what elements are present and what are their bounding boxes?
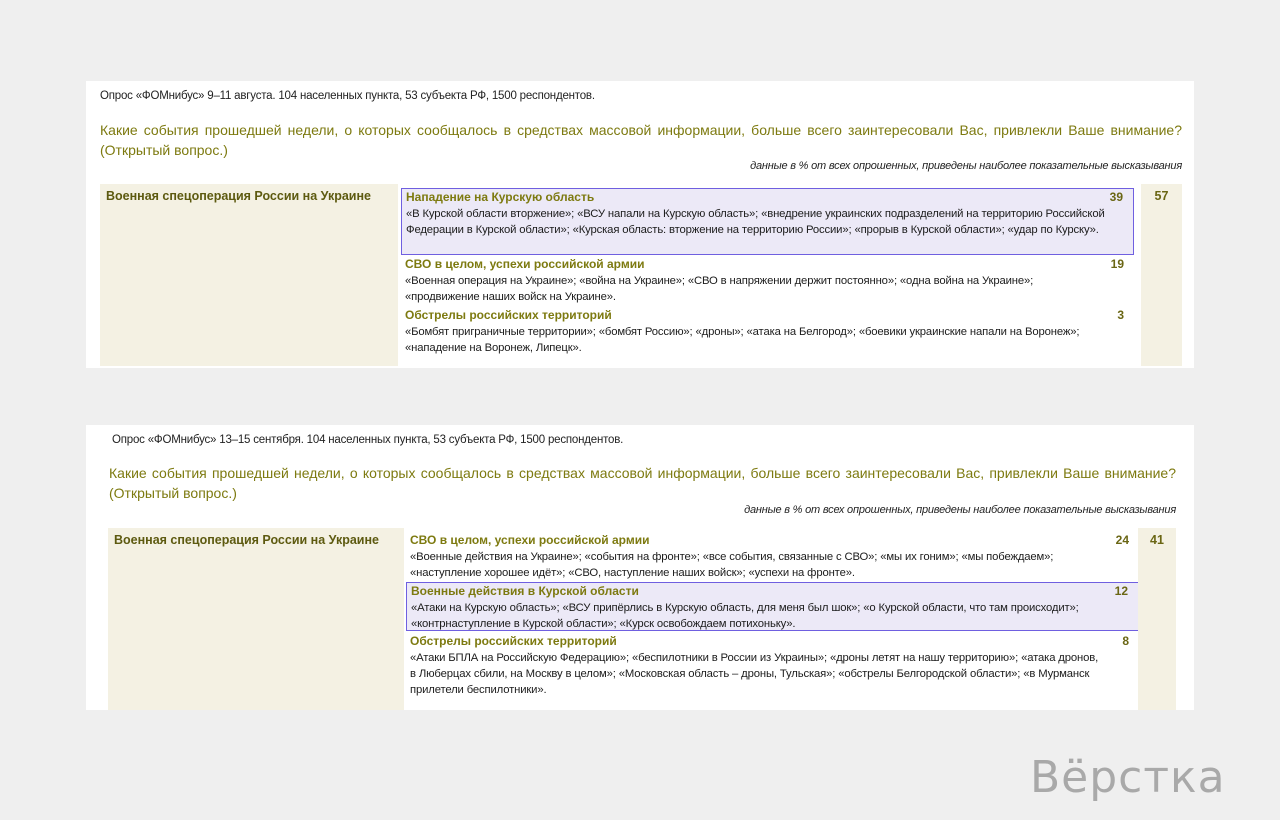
item-kursk-actions bbox=[406, 582, 1139, 631]
item-kursk-attack bbox=[401, 188, 1134, 255]
item-quotes: «Бомбят приграничные территории»; «бомбят Россию»; «дроны»; «атака на Белгород»; «боевики украинские напали на Воронеж»; «нападение на Воронеж, Липецк». bbox=[405, 326, 1080, 354]
total-value: 41 bbox=[1150, 533, 1164, 547]
category-label: Военная спецоперация России на Украине bbox=[106, 189, 371, 203]
item-quotes: «Атаки на Курскую область»; «ВСУ припёрлись в Курскую область, для меня был шок»; «о Курской области, что там происходит»; «контрнаступление в Курской области»; «Курск освобождаем потихоньку». bbox=[411, 602, 1079, 630]
item-title: СВО в целом, успехи российской армии bbox=[405, 257, 645, 271]
item-title: Военные действия в Курской области bbox=[411, 584, 639, 598]
total-cell bbox=[1138, 528, 1176, 710]
total-cell bbox=[1141, 184, 1182, 366]
item-value: 19 bbox=[1110, 257, 1124, 271]
item-value: 39 bbox=[1109, 190, 1123, 204]
category-cell bbox=[108, 528, 404, 710]
item-value: 24 bbox=[1115, 533, 1129, 547]
verstka-logo: Вёрстка bbox=[1030, 752, 1226, 803]
survey-question: Какие события прошедшей недели, о которых сообщалось в средствах массовой информации, больше всего заинтересовали Вас, привлекли Ваше внимание? (Открытый вопрос.) bbox=[109, 465, 1176, 501]
item-value: 3 bbox=[1117, 308, 1124, 322]
survey-panel-september bbox=[86, 425, 1194, 710]
data-note: данные в % от всех опрошенных, приведены наиболее показательные высказывания bbox=[750, 160, 1182, 172]
item-quotes: «Военная операция на Украине»; «война на Украине»; «СВО в напряжении держит постоянно»; «одна война на Украине»; «продвижение наших войск на Украине». bbox=[405, 275, 1034, 303]
item-shelling bbox=[401, 307, 1134, 357]
item-svo-general bbox=[406, 532, 1139, 582]
category-label: Военная спецоперация России на Украине bbox=[114, 533, 379, 547]
item-title: Нападение на Курскую область bbox=[406, 190, 595, 204]
data-note: данные в % от всех опрошенных, приведены наиболее показательные высказывания bbox=[744, 504, 1176, 516]
item-shelling bbox=[406, 633, 1139, 703]
item-quotes: «Атаки БПЛА на Российскую Федерацию»; «беспилотники в России из Украины»; «дроны летят на нашу территорию»; «атака дронов, в Люберцах сбили, на Москву в целом»; «Московская область – дроны, Тульская»; «обстрелы Белгородской области»; «в Мурманск прилетели беспилотники». bbox=[410, 652, 1099, 696]
total-value: 57 bbox=[1154, 189, 1169, 203]
item-title: Обстрелы российских территорий bbox=[410, 634, 617, 648]
item-title: СВО в целом, успехи российской армии bbox=[410, 533, 650, 547]
survey-panel-august bbox=[86, 81, 1194, 368]
item-quotes: «Военные действия на Украине»; «события на фронте»; «все события, связанные с СВО»; «мы их гоним»; «мы побеждаем»; «наступление хорошее идёт»; «СВО, наступление наших войск»; «успехи на фронте». bbox=[410, 551, 1054, 579]
item-value: 8 bbox=[1122, 634, 1129, 648]
item-value: 12 bbox=[1114, 584, 1128, 598]
item-quotes: «В Курской области вторжение»; «ВСУ напали на Курскую область»; «внедрение украинских подразделений на территорию Российской Федерации в Курской области»; «Курская область: вторжение на территорию России»; «прорыв в Курской области»; «удар по Курску». bbox=[406, 208, 1105, 236]
survey-header: Опрос «ФОМнибус» 9–11 августа. 104 населенных пункта, 53 субъекта РФ, 1500 респондентов. bbox=[100, 90, 595, 102]
survey-question: Какие события прошедшей недели, о которых сообщалось в средствах массовой информации, больше всего заинтересовали Вас, привлекли Ваше внимание? (Открытый вопрос.) bbox=[100, 122, 1182, 158]
item-svo-general bbox=[401, 256, 1134, 306]
item-title: Обстрелы российских территорий bbox=[405, 308, 612, 322]
category-cell bbox=[100, 184, 398, 366]
survey-header: Опрос «ФОМнибус» 13–15 сентября. 104 населенных пункта, 53 субъекта РФ, 1500 респондентов. bbox=[112, 434, 624, 446]
